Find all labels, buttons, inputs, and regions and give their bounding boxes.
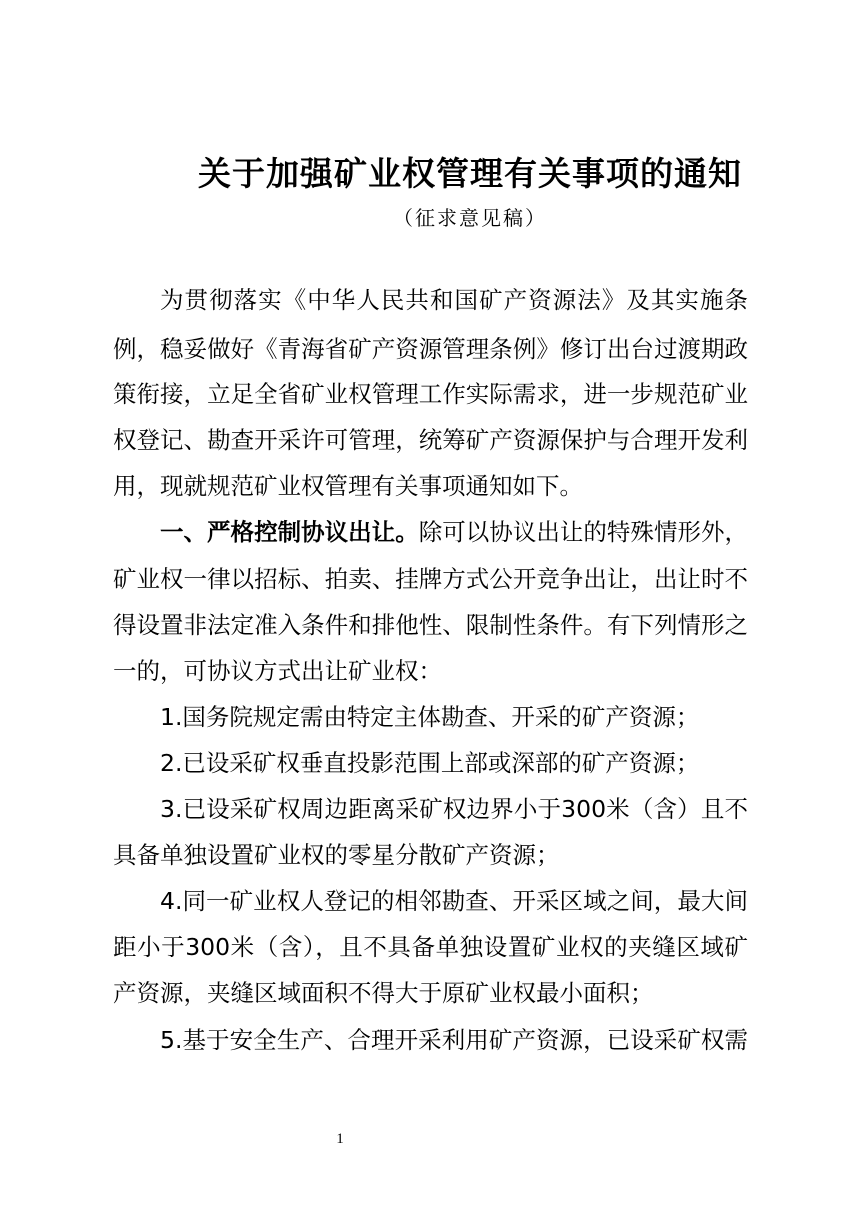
paragraph-line: 用，现就规范矿业权管理有关事项通知如下。 (113, 472, 583, 500)
list-item: 2.已设采矿权垂直投影范围上部或深部的矿产资源； (160, 749, 700, 777)
paragraph-line: 一的，可协议方式出让矿业权： (113, 657, 442, 685)
page-number: 1 (336, 1131, 344, 1147)
list-item: 1.国务院规定需由特定主体勘查、开采的矿产资源； (160, 703, 700, 731)
paragraph-line: 权登记、勘查开采许可管理，统筹矿产资源保护与合理开发利 (113, 426, 748, 454)
list-item: 5.基于安全生产、合理开采利用矿产资源，已设采矿权需 (160, 1026, 748, 1054)
list-item: 4.同一矿业权人登记的相邻勘查、开采区域之间，最大间 (160, 887, 748, 915)
paragraph-line: 得设置非法定准入条件和排他性、限制性条件。有下列情形之 (113, 611, 748, 639)
paragraph-line: 策衔接，立足全省矿业权管理工作实际需求，进一步规范矿业 (113, 380, 748, 408)
section-heading: 一、严格控制协议出让。 (160, 518, 419, 546)
document-title: 关于加强矿业权管理有关事项的通知 (198, 154, 742, 193)
list-item: 3.已设采矿权周边距离采矿权边界小于300米（含）且不 (160, 795, 748, 823)
document-subtitle: （征求意见稿） (393, 206, 547, 230)
paragraph-line: 矿业权一律以招标、拍卖、挂牌方式公开竞争出让，出让时不 (113, 565, 748, 593)
paragraph-line: 例，稳妥做好《青海省矿产资源管理条例》修订出台过渡期政 (113, 335, 748, 363)
paragraph-line: 为贯彻落实《中华人民共和国矿产资源法》及其实施条 (160, 286, 748, 314)
section-heading-text: 除可以协议出让的特殊情形外， (418, 518, 748, 546)
list-item-continuation: 距小于300米（含），且不具备单独设置矿业权的夹缝区域矿 (113, 933, 748, 961)
list-item-continuation: 产资源，夹缝区域面积不得大于原矿业权最小面积； (113, 979, 654, 1007)
section-heading-line (160, 512, 748, 552)
list-item-continuation: 具备单独设置矿业权的零星分散矿产资源； (113, 841, 560, 869)
